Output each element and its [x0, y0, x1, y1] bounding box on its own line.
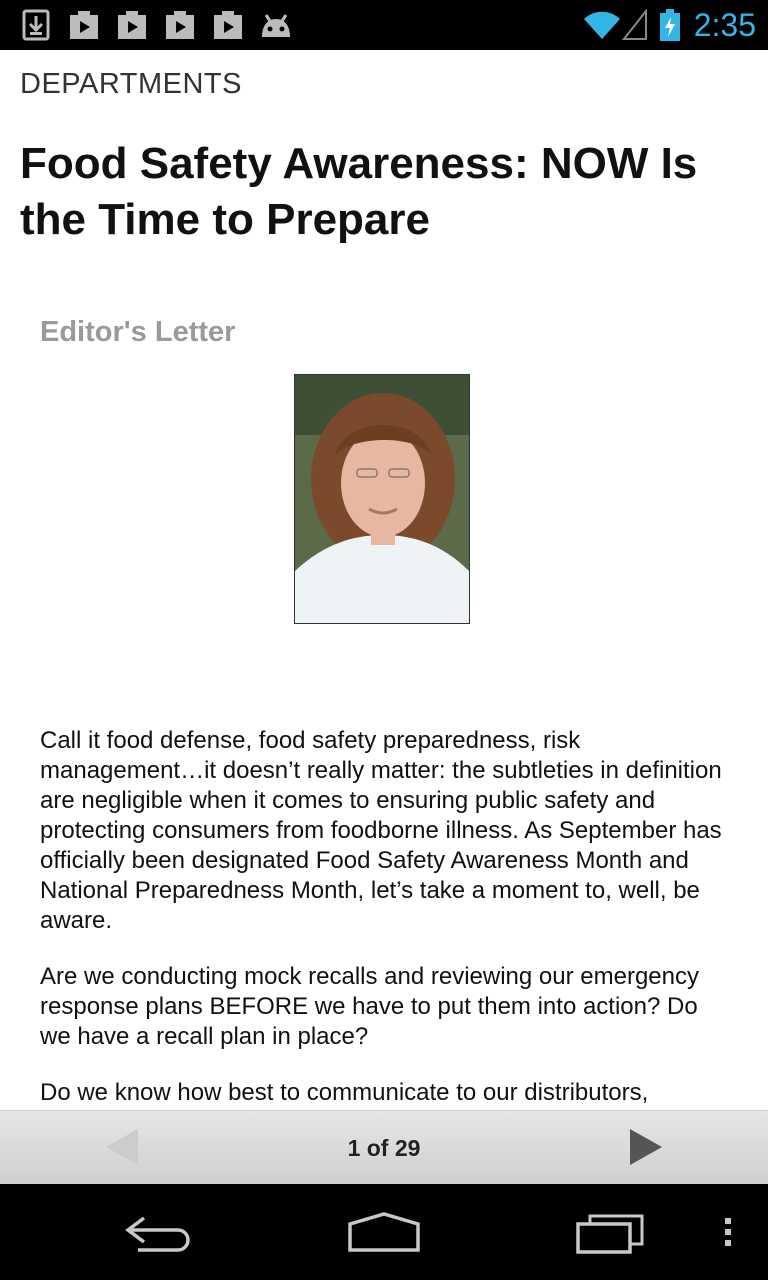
- article-paragraph: Are we conducting mock recalls and reviewing our emergency response plans BEFORE we have to put them into action? Do we have a recall plan in place?: [40, 963, 699, 1050]
- navigation-bar: [0, 1184, 768, 1280]
- back-icon[interactable]: [124, 1208, 196, 1256]
- arrow-right-icon[interactable]: [624, 1125, 668, 1169]
- signal-icon: [622, 9, 648, 41]
- play-store-icon: [68, 9, 100, 41]
- play-store-icon: [116, 9, 148, 41]
- pager-bar: [0, 1110, 768, 1185]
- download-icon: [20, 9, 52, 41]
- recent-apps-icon[interactable]: [574, 1208, 646, 1256]
- article-subtitle: Editor's Letter: [40, 316, 236, 348]
- article-title: Food Safety Awareness: NOW Is the Time to Prepare: [20, 139, 698, 244]
- section-label: DEPARTMENTS: [20, 68, 242, 100]
- status-bar: [0, 0, 768, 50]
- wifi-icon: [582, 9, 622, 41]
- article-view[interactable]: [0, 50, 768, 1110]
- article-body: [40, 726, 730, 1110]
- play-store-icon: [164, 9, 196, 41]
- battery-charging-icon: [658, 9, 682, 41]
- page-indicator: 1 of 29: [347, 1135, 421, 1161]
- menu-icon[interactable]: [718, 1208, 738, 1256]
- article-paragraph: Call it food defense, food safety preparedness, risk management…it doesn’t really matter: the subtleties in definition are negligible when it comes to ensuring public safety and protecting consumers from foodborne illness. As September has officially been designated Food Safety Awareness Month and National Preparedness Month, let’s take a moment to, well, be aware.: [40, 727, 722, 934]
- clock: 2:35: [693, 7, 756, 43]
- article-paragraph: Do we know how best to communicate to our distributors,: [40, 1079, 649, 1106]
- home-icon[interactable]: [346, 1208, 422, 1256]
- android-icon: [258, 9, 294, 41]
- author-photo: [294, 374, 470, 624]
- author-portrait-image: [295, 375, 469, 623]
- play-store-icon: [212, 9, 244, 41]
